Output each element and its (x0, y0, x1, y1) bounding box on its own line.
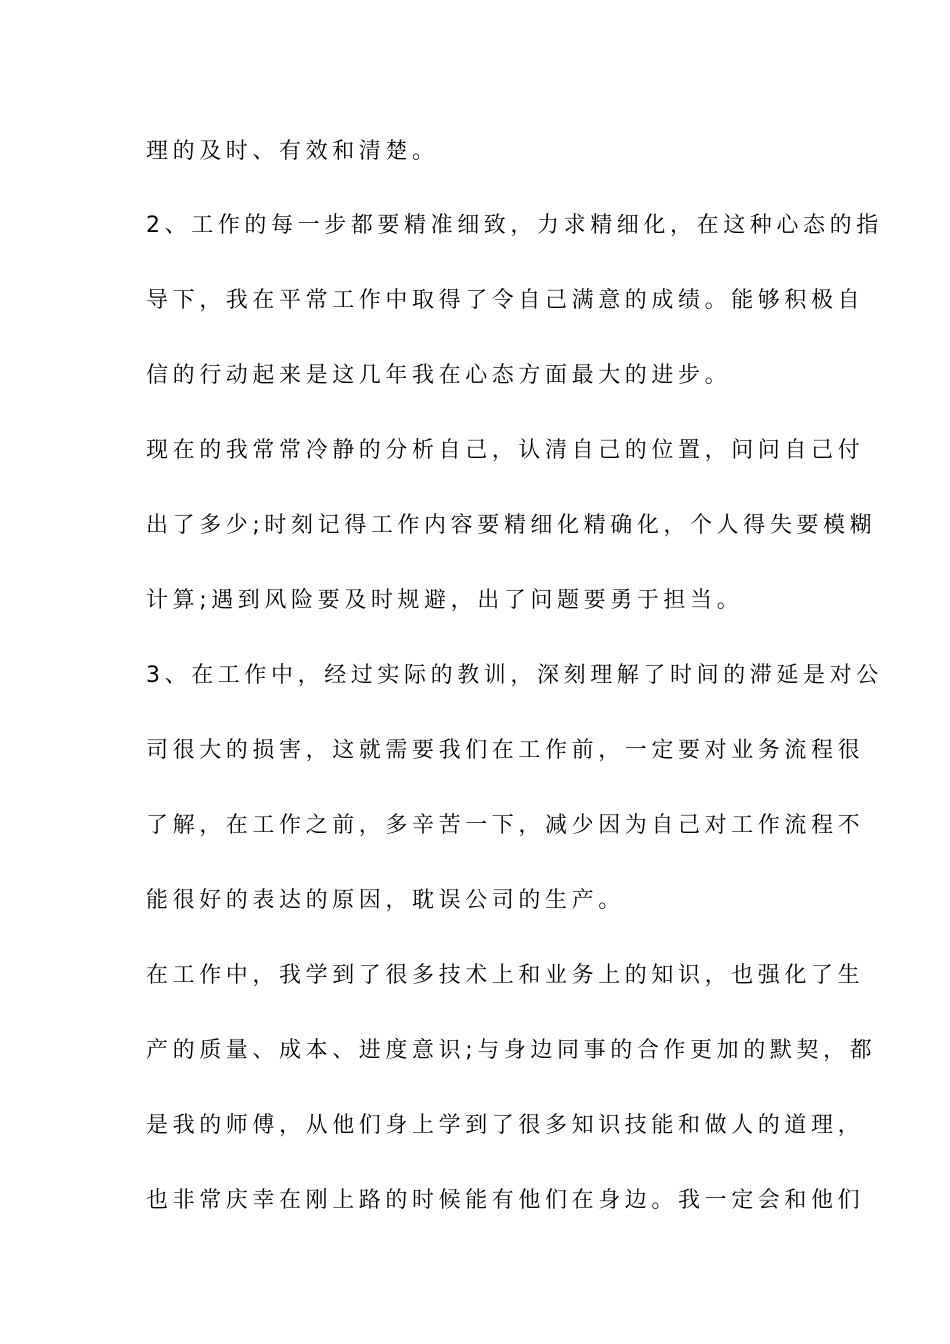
text-line: 在工作中，我学到了很多技术上和业务上的知识，也强化了生 (146, 963, 865, 988)
text-line: 出了多少;时刻记得工作内容要精细化精确化，个人得失要模糊 (146, 513, 877, 538)
text-line: 是我的师傅，从他们身上学到了很多知识技能和做人的道理， (146, 1113, 865, 1138)
text-line: 理的及时、有效和清楚。 (146, 139, 439, 164)
text-line: 信的行动起来是这几年我在心态方面最大的进步。 (146, 363, 732, 388)
text-line: 计算;遇到风险要及时规避，出了问题要勇于担当。 (146, 588, 744, 613)
text-line: 产的质量、成本、进度意识;与身边同事的合作更加的默契，都 (146, 1038, 877, 1063)
text-line: 司很大的损害，这就需要我们在工作前，一定要对业务流程很 (146, 738, 865, 763)
text-line: 3、在工作中，经过实际的教训，深刻理解了时间的滞延是对公 (146, 663, 883, 688)
text-line: 导下，我在平常工作中取得了令自己满意的成绩。能够积极自 (146, 288, 865, 313)
text-line: 了解，在工作之前，多辛苦一下，减少因为自己对工作流程不 (146, 813, 865, 838)
text-line: 2、工作的每一步都要精准细致，力求精细化，在这种心态的指 (146, 213, 883, 238)
text-line: 也非常庆幸在刚上路的时候能有他们在身边。我一定会和他们 (146, 1188, 865, 1213)
text-line: 现在的我常常冷静的分析自己，认清自己的位置，问问自己付 (146, 438, 865, 463)
text-line: 能很好的表达的原因，耽误公司的生产。 (146, 888, 625, 913)
